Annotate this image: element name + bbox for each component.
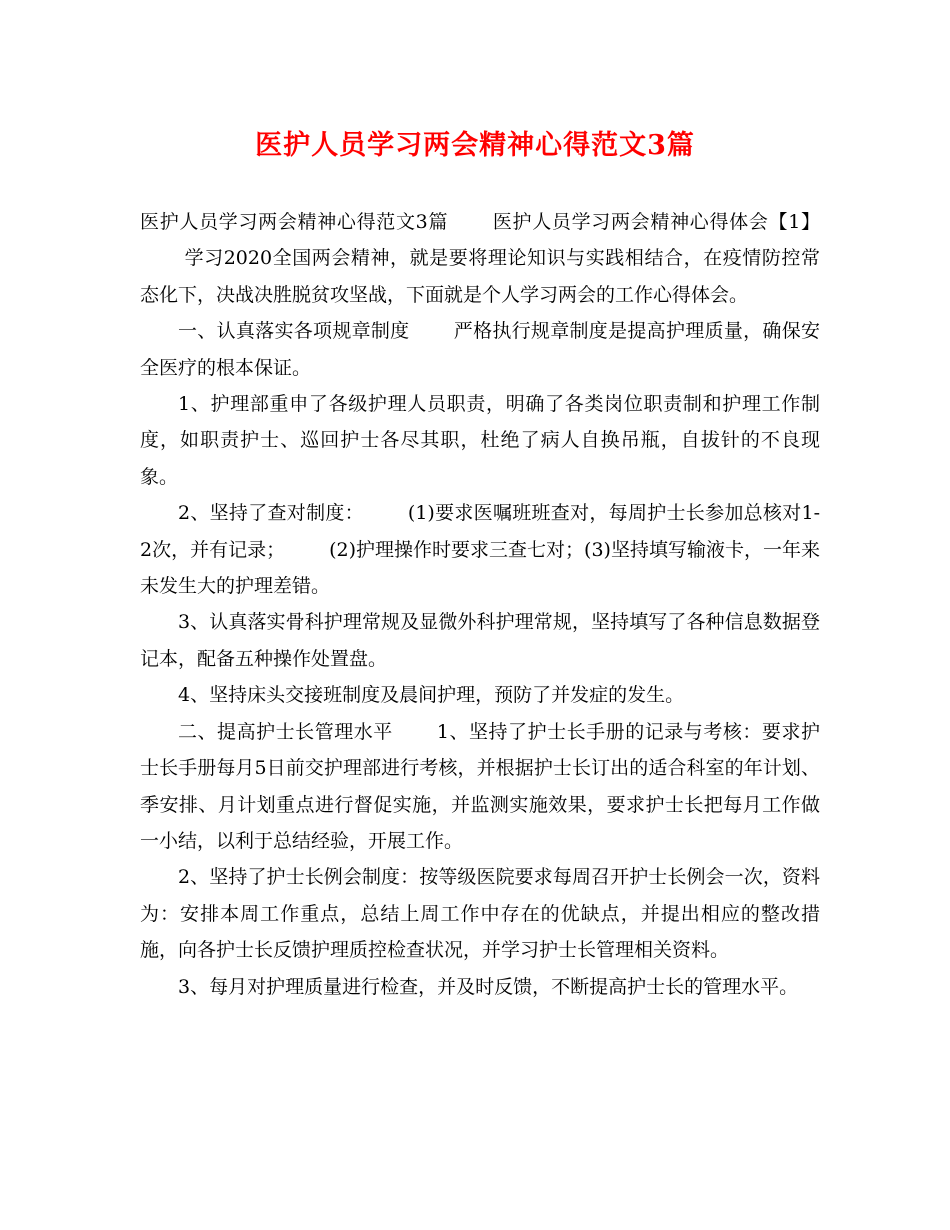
intro-text: 学习2020全国两会精神，就是要将理论知识与实践相结合，在疫情防控常态化下，决战决胜脱贫攻坚战，下面就是个人学习两会的工作心得体会。: [140, 247, 820, 306]
paragraph-item-1: 1、护理部重申了各级护理人员职责，明确了各类岗位职责制和护理工作制度，如职责护士、巡回护士各尽其职，杜绝了病人自换吊瓶，自拔针的不良现象。: [140, 393, 820, 488]
section-two-paragraph: [140, 714, 820, 860]
intro-title-repeat: 医护人员学习两会精神心得范文3篇: [140, 211, 449, 233]
section-one-heading: 一、认真落实各项规章制度: [178, 320, 410, 343]
item-2-heading: 2、坚持了查对制度：: [178, 502, 364, 525]
section-one-paragraph: [140, 313, 820, 386]
intro-subtitle: 医护人员学习两会精神心得体会【1】: [492, 211, 820, 233]
section-two-text: 1、坚持了护士长手册的记录与考核：要求护士长手册每月5日前交护理部进行考核，并根据护士长订出的适合科室的年计划、季安排、月计划重点进行督促实施，并监测实施效果，要求护士长把每月工作做一小结，以利于总结经验，开展工作。: [140, 720, 820, 852]
paragraph-item-6: 3、每月对护理质量进行检查，并及时反馈，不断提高护士长的管理水平。: [178, 975, 799, 998]
intro-paragraph: [140, 204, 820, 313]
item-2-text-b: (2)护理操作时要求三查七对；(3)坚持填写输液卡，一年来未发生大的护理差错。: [140, 538, 820, 598]
document-title: 医护人员学习两会精神心得范文3篇: [255, 130, 695, 161]
paragraph-item-4: 4、坚持床头交接班制度及晨间护理，预防了并发症的发生。: [178, 684, 685, 707]
paragraph-item-5: 2、坚持了护士长例会制度：按等级医院要求每周召开护士长例会一次，资料为：安排本周工作重点，总结上周工作中存在的优缺点，并提出相应的整改措施，向各护士长反馈护理质控检查状况，并学习护士长管理相关资料。: [140, 866, 820, 962]
paragraph-item-3: 3、认真落实骨科护理常规及显微外科护理常规，坚持填写了各种信息数据登记本，配备五种操作处置盘。: [140, 611, 820, 670]
document-body: [140, 204, 820, 1005]
item-2-text-a: (1)要求医嘱班班查对，每周护士长参加总核对1-2次，并有记录；: [140, 502, 820, 561]
section-one-text: 严格执行规章制度是提高护理质量，确保安全医疗的根本保证。: [140, 320, 820, 379]
paragraph-item-2: [140, 495, 820, 604]
section-two-heading: 二、提高护士长管理水平: [178, 720, 393, 743]
